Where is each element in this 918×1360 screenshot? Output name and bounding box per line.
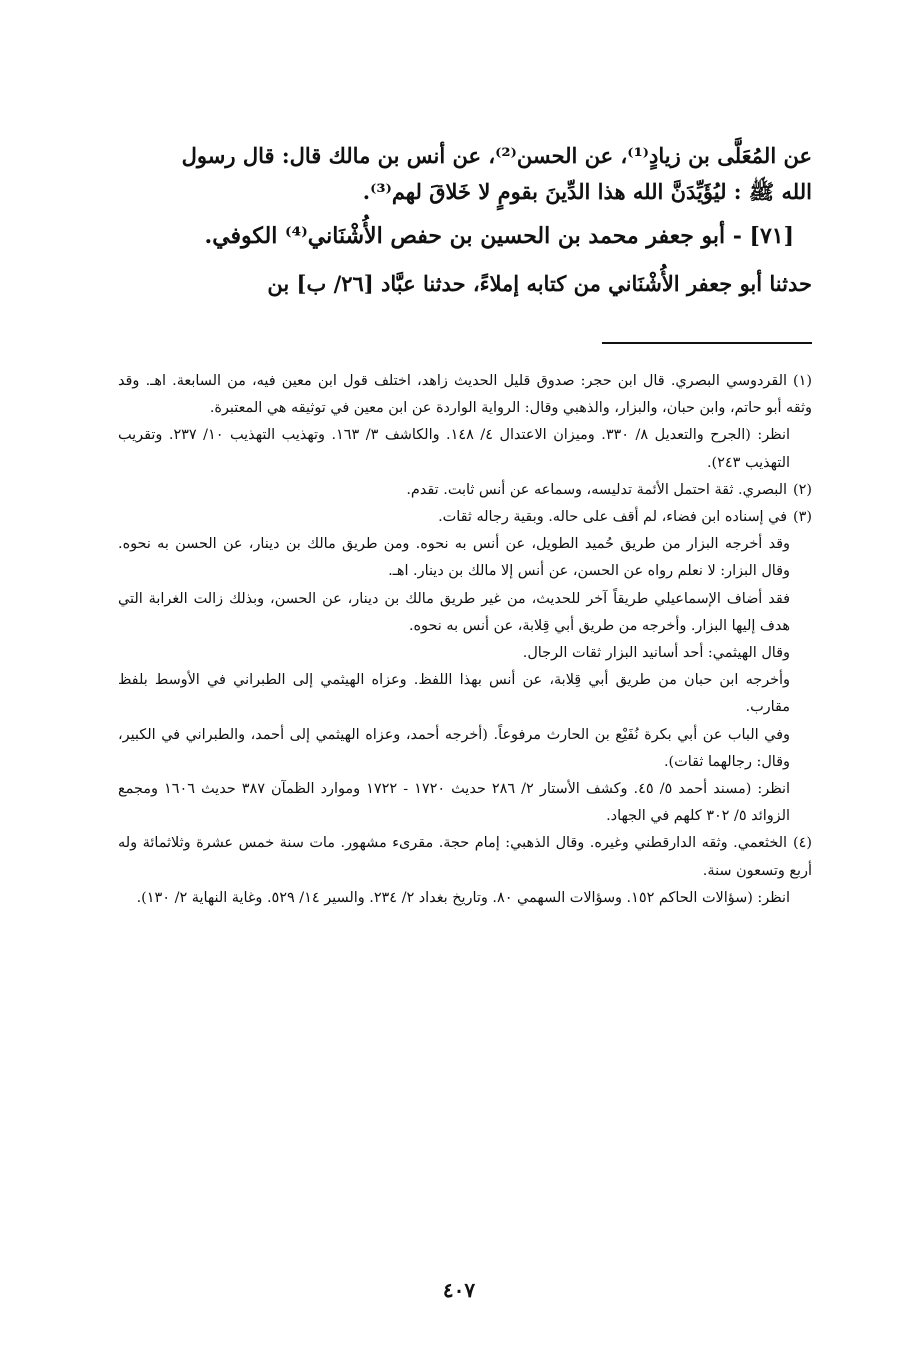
- footnote-sub: انظر: (سؤالات الحاكم ١٥٢. وسؤالات السهمي ٨٠. وتاريخ بغداد ٢/ ٢٣٤. والسير ١٤/ ٥٢٩. وغاية النهاية ٢/ ١٣٠).: [136, 889, 790, 906]
- footnote-3: [118, 504, 812, 830]
- footnote-number: (١): [793, 373, 812, 389]
- hadith-line-2: الله ﷺ : ليُؤَيِّدَنَّ الله هذا الدِّينَ بقومٍ لا خَلاقَ لهم⁽³⁾.: [362, 179, 812, 204]
- footnote-sub: وقد أخرجه البزار من طريق حُميد الطويل، عن أنس به نحوه. ومن طريق مالك بن دينار، عن الحسن به نحوه. وقال البزار: لا نعلم رواه عن الحسن، عن أنس إلا مالك بن دينار. اهـ.: [118, 536, 790, 580]
- footnote-number: (٢): [793, 481, 812, 498]
- footnote-sub: وقال الهيثمي: أحد أسانيد البزار ثقات الرجال.: [522, 645, 790, 662]
- hadith-line-1: عن المُعَلَّى بن زيادٍ⁽¹⁾، عن الحسن⁽²⁾، عن أنس بن مالك قال: قال رسول: [181, 143, 812, 168]
- footnote-1: [118, 368, 812, 477]
- footnote-4: [118, 830, 812, 912]
- footnotes: [118, 368, 812, 912]
- footnote-text: البصري. ثقة احتمل الأئمة تدليسه، وسماعه عن أنس ثابت. تقدم.: [406, 481, 788, 498]
- footnote-sub: وأخرجه ابن حبان من طريق أبي قِلابة، عن أنس بهذا اللفظ. وعزاه الهيثمي إلى الطبراني في الأوسط بلفظ مقارب.: [118, 672, 790, 716]
- footnote-sub: انظر: (مسند أحمد ٥/ ٤٥. وكشف الأستار ٢/ ٢٨٦ حديث ١٧٢٠ - ١٧٢٢ وموارد الظمآن ٣٨٧ حديث ١٦٠٦ ومجمع الزوائد ٥/ ٣٠٢ كلهم في الجهاد.: [118, 781, 791, 825]
- footnote-text: القردوسي البصري. قال ابن حجر: صدوق قليل الحديث زاهد، اختلف قول ابن معين فيه، من السابعة. اهـ. وقد وثقه أبو حاتم، وابن حبان، والبزار، والذهبي وقال: الرواية الواردة عن ابن معين في توثيقه هي المعتبرة.: [118, 373, 812, 417]
- footnote-sub: فقد أضاف الإسماعيلي طريقاً آخر للحديث، من غير طريق مالك بن دينار، عن الحسن، وبذلك زالت الغرابة التي هدف إليها البزار. وأخرجه من طريق أبي قِلابة، عن أنس به نحوه.: [118, 590, 790, 634]
- main-text: [118, 138, 812, 210]
- footnote-sub: وفي الباب عن أبي بكرة نُفَيْع بن الحارث مرفوعاً. (أخرجه أحمد، وعزاه الهيثمي إلى أحمد، والطبراني في الكبير، وقال: رجالهما ثقات).: [118, 726, 790, 770]
- entry-heading: [٧١] - أبو جعفر محمد بن الحسين بن حفص الأُشْنَاني⁽⁴⁾ الكوفي.: [204, 223, 794, 249]
- footnote-number: (٤): [793, 835, 812, 852]
- footnote-2: [118, 477, 812, 504]
- isnad-line: حدثنا أبو جعفر الأُشْنَاني من كتابه إملاءً، حدثنا عبَّاد [٢٦/ ب] بن: [267, 271, 812, 296]
- footnote-separator: [118, 302, 812, 358]
- page-body: [118, 138, 812, 912]
- footnote-text: في إسناده ابن فضاء، لم أقف على حاله. وبقية رجاله ثقات.: [438, 509, 788, 526]
- footnote-sub: انظر: (الجرح والتعديل ٨/ ٣٣٠. وميزان الاعتدال ٤/ ١٤٨. والكاشف ٣/ ١٦٣. وتهذيب التهذيب ١٠/ ٢٣٧. وتقريب التهذيب ٢٤٣).: [118, 427, 790, 471]
- separator-rule: [602, 342, 812, 344]
- page-number: ٤٠٧: [442, 1278, 476, 1302]
- footnote-text: الخثعمي. وثقه الدارقطني وغيره. وقال الذهبي: إمام حجة. مقرىء مشهور. مات سنة خمس عشرة وثلاثمائة وله أربع وتسعون سنة.: [118, 835, 812, 879]
- footnote-number: (٣): [793, 509, 812, 526]
